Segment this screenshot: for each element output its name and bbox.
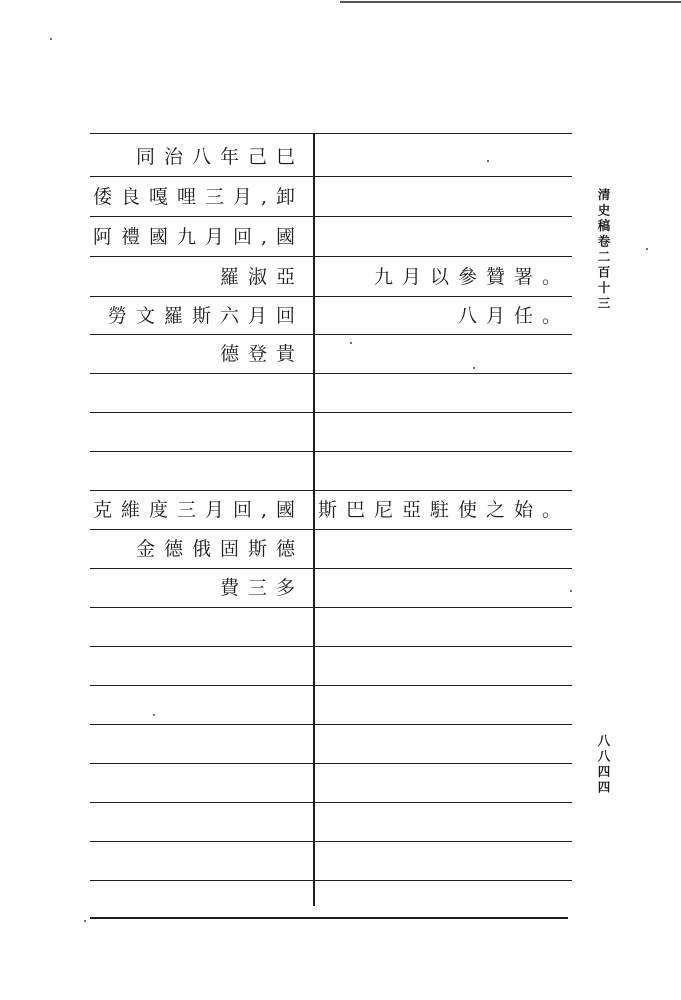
bottom-rule (90, 917, 568, 919)
rule-4 (90, 256, 572, 257)
rule-19 (90, 841, 572, 842)
cell-left-5: 勞文羅斯六月回 (107, 305, 304, 327)
scan-speck (350, 342, 352, 344)
rule-16 (90, 724, 572, 725)
scan-speck (570, 590, 572, 592)
running-title: 清史稿卷二百十三 (596, 188, 611, 312)
rule-14 (90, 646, 572, 647)
rule-3 (90, 216, 572, 217)
rule-9 (90, 451, 572, 452)
rule-17 (90, 763, 572, 764)
scan-speck (487, 160, 489, 162)
cell-left-2: 倭良嘎哩三月,卸 (92, 186, 304, 208)
rule-13 (90, 607, 572, 608)
rule-7 (90, 373, 572, 374)
scan-speck (153, 714, 155, 716)
scan-speck (646, 248, 648, 250)
rule-1 (90, 133, 572, 134)
column-divider (313, 134, 315, 906)
cell-left-1: 同治八年己巳 (135, 146, 304, 168)
cell-left-7: 克維度三月回,國 (92, 499, 304, 521)
scan-speck (473, 367, 475, 369)
scan-speck (50, 38, 52, 40)
cell-left-9: 費三多 (219, 577, 304, 599)
rule-12 (90, 568, 572, 569)
rule-2 (90, 176, 572, 177)
cell-right-7: 斯巴尼亞駐使之始。 (317, 499, 570, 521)
rule-18 (90, 802, 572, 803)
cell-left-6: 德登貴 (219, 343, 304, 365)
rule-15 (90, 685, 572, 686)
rule-20 (90, 880, 572, 881)
scan-speck (84, 920, 86, 922)
cell-left-8: 金德俄固斯德 (135, 538, 304, 560)
rule-8 (90, 412, 572, 413)
cell-left-4: 羅淑亞 (219, 266, 304, 288)
cell-left-3: 阿禮國九月回,國 (92, 226, 304, 248)
top-border (340, 1, 681, 3)
cell-right-5: 八月任。 (457, 305, 570, 327)
page-number: 八八四四 (596, 734, 611, 796)
cell-right-4: 九月以參贊署。 (373, 266, 570, 288)
